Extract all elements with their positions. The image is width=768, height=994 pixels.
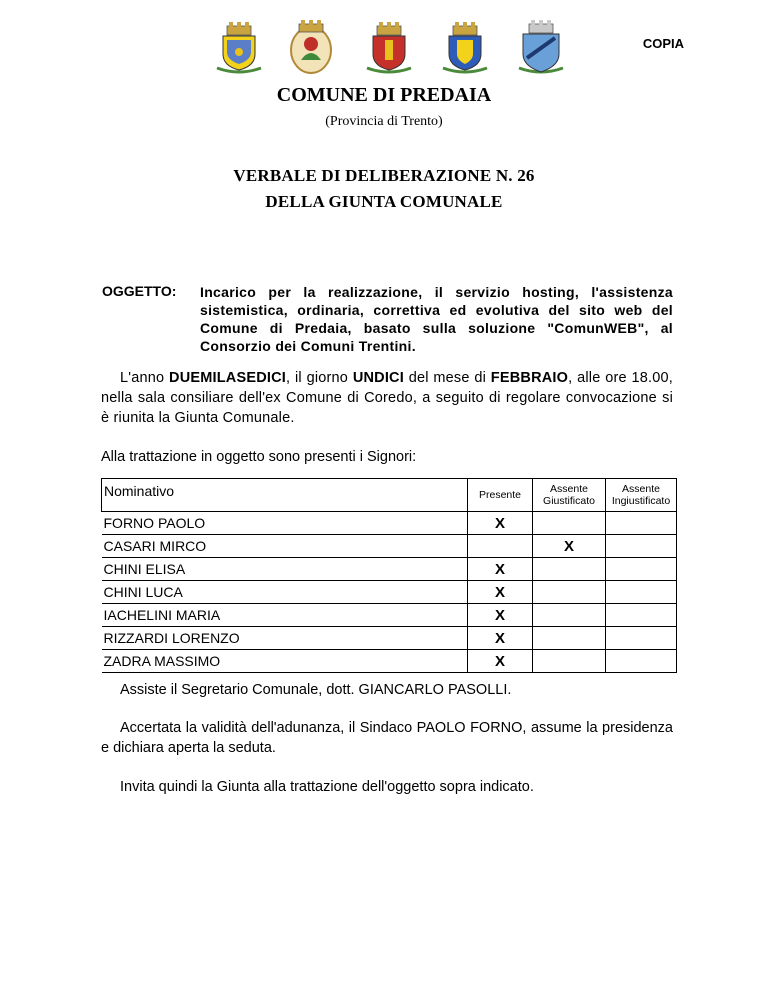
crest-tres-icon bbox=[515, 18, 567, 74]
table-row bbox=[102, 604, 677, 627]
verbale-line-2: DELLA GIUNTA COMUNALE bbox=[265, 192, 503, 211]
intro-anno: DUEMILASEDICI bbox=[169, 370, 287, 386]
giustificato-mark bbox=[533, 558, 606, 581]
segretario-paragraph: Assiste il Segretario Comunale, dott. GIANCARLO PASOLLI. bbox=[120, 682, 512, 698]
sindaco-paragraph: Accertata la validità dell'adunanza, il Sindaco PAOLO FORNO, assume la presidenza e dichiara aperta la seduta. bbox=[101, 720, 673, 756]
header-assente-ingiustificato bbox=[606, 479, 677, 512]
member-name: CHINI ELISA bbox=[102, 558, 468, 581]
table-row bbox=[102, 558, 677, 581]
table-row bbox=[102, 535, 677, 558]
intro-paragraph bbox=[101, 368, 673, 428]
header-nominativo: Nominativo bbox=[102, 479, 468, 512]
member-name: CHINI LUCA bbox=[102, 581, 468, 604]
presente-mark: X bbox=[468, 558, 533, 581]
ingiustificato-mark bbox=[606, 512, 677, 535]
crest-taio-icon bbox=[439, 18, 491, 74]
page-subtitle: (Provincia di Trento) bbox=[325, 114, 443, 129]
crest-coredo-icon bbox=[213, 18, 265, 74]
header-assente-giustificato-line-2: Giustificato bbox=[543, 495, 595, 507]
ingiustificato-mark bbox=[606, 581, 677, 604]
header-assente-giustificato-line-1: Assente bbox=[550, 483, 588, 495]
ingiustificato-mark bbox=[606, 535, 677, 558]
verbale-line-1: VERBALE DI DELIBERAZIONE N. 26 bbox=[233, 166, 535, 185]
presente-mark: X bbox=[468, 627, 533, 650]
member-name: ZADRA MASSIMO bbox=[102, 650, 468, 673]
intro-text-a: L'anno bbox=[120, 370, 170, 386]
table-row bbox=[102, 650, 677, 673]
copia-label: COPIA bbox=[642, 36, 684, 51]
member-name: CASARI MIRCO bbox=[102, 535, 468, 558]
presente-mark: X bbox=[468, 604, 533, 627]
table-row bbox=[102, 627, 677, 650]
ingiustificato-mark bbox=[606, 650, 677, 673]
giustificato-mark bbox=[533, 604, 606, 627]
table-row bbox=[102, 581, 677, 604]
ingiustificato-mark bbox=[606, 627, 677, 650]
intro-text-c: del mese di bbox=[403, 370, 491, 386]
header-assente-giustificato bbox=[533, 479, 606, 512]
intro-text-d: , alle ore 18.00, nella sala consiliare dell'ex Comune di Coredo, a seguito di regolare convocazione si è riunita la Giunta Comunale. bbox=[101, 370, 673, 426]
intro-mese: FEBBRAIO bbox=[490, 370, 569, 386]
header-presente bbox=[468, 479, 533, 512]
giustificato-mark bbox=[533, 512, 606, 535]
crest-smarano-icon bbox=[363, 18, 415, 74]
presente-mark: X bbox=[468, 581, 533, 604]
crests-row bbox=[213, 18, 553, 76]
intro-giorno: UNDICI bbox=[352, 370, 404, 386]
header-presente-label: Presente bbox=[478, 489, 522, 501]
oggetto-text: Incarico per la realizzazione, il servizio hosting, l'assistenza sistemistica, ordinaria, correttiva ed evolutiva del sito web del Comune di Predaia, basato sulla soluzione "ComunWEB", al Consorzio dei Comuni Trentini. bbox=[200, 284, 673, 354]
header-assente-ingiustificato-line-2: Ingiustificato bbox=[611, 495, 671, 507]
presente-mark: X bbox=[468, 512, 533, 535]
intro-text-b: , il giorno bbox=[286, 370, 353, 386]
page-title: COMUNE DI PREDAIA bbox=[276, 84, 492, 106]
member-name: RIZZARDI LORENZO bbox=[102, 627, 468, 650]
giustificato-mark bbox=[533, 627, 606, 650]
presente-mark bbox=[468, 535, 533, 558]
member-name: IACHELINI MARIA bbox=[102, 604, 468, 627]
verbale-heading bbox=[0, 163, 768, 215]
attendance-table bbox=[101, 478, 677, 673]
giustificato-mark bbox=[533, 581, 606, 604]
ingiustificato-mark bbox=[606, 558, 677, 581]
oggetto-label: OGGETTO: bbox=[102, 283, 177, 299]
presente-mark: X bbox=[468, 650, 533, 673]
giustificato-mark: X bbox=[533, 535, 606, 558]
ingiustificato-mark bbox=[606, 604, 677, 627]
giustificato-mark bbox=[533, 650, 606, 673]
presenti-intro: Alla trattazione in oggetto sono presenti i Signori: bbox=[101, 449, 417, 465]
table-row bbox=[102, 512, 677, 535]
member-name: FORNO PAOLO bbox=[102, 512, 468, 535]
table-header-row bbox=[102, 479, 677, 512]
crest-predaia-icon bbox=[285, 18, 337, 74]
invito-paragraph: Invita quindi la Giunta alla trattazione dell'oggetto sopra indicato. bbox=[120, 779, 534, 795]
header-assente-ingiustificato-line-1: Assente bbox=[622, 483, 660, 495]
